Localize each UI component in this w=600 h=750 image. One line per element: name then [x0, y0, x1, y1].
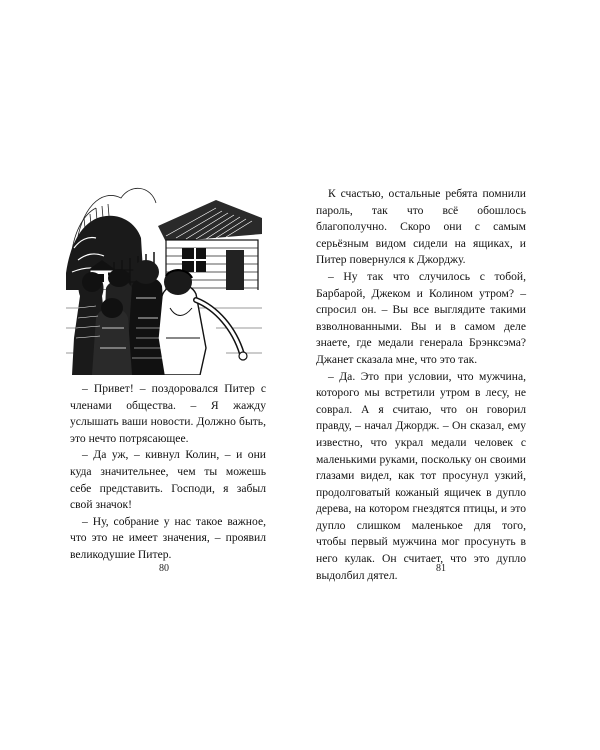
paragraph: – Да. Это при условии, что мужчина, которого мы встретили утром в лесу, не соврал. А я считаю, что он говорил правду, – начал Джордж. – Он сказал, ему известно, что украл медали человек с маленькими руками, поскольку он своими глазами видел, как тот просунул узкий, продолговатый кожаный ящичек в дупло дерева, на котором гнездятся птицы, и это дупло слишком маленькое для того, чтобы первый мужчина мог просунуть в него кулак. Он считает, что это дупло выдолбил дятел. — [316, 369, 526, 582]
right-page — [300, 0, 600, 750]
paragraph: – Да уж, – кивнул Колин, – и они куда значительнее, чем ты можешь себе представить. Господи, я забыл свой значок! — [70, 448, 266, 512]
paragraph: – Ну так что случилось с тобой, Барбарой, Джеком и Колином утром? – спросил он. – Вы все выглядите такими взволнованными. Вы и в самом деле знаете, где медали генерала Брэнксэма? Джанет сказала мне, что это так. — [316, 269, 526, 366]
engraving-children-illustration-icon — [66, 178, 262, 375]
right-page-text — [316, 186, 526, 584]
page-number-left: 80 — [159, 563, 169, 574]
paragraph: К счастью, остальные ребята помнили пароль, так что всё обошлось благополучно. Скоро они с самым серьёзным видом сидели на ящиках, и Питер повернулся к Джорджу. — [316, 187, 526, 267]
paragraph: – Ну, собрание у нас такое важное, что это не имеет значения, – проявил великодушие Питер. — [70, 514, 266, 561]
page-number-right: 81 — [436, 563, 446, 574]
left-page-text — [70, 381, 266, 564]
paragraph: – Привет! – поздоровался Питер с членами общества. – Я жажду услышать ваши новости. Должно быть, это нечто потрясающее. — [70, 382, 266, 445]
